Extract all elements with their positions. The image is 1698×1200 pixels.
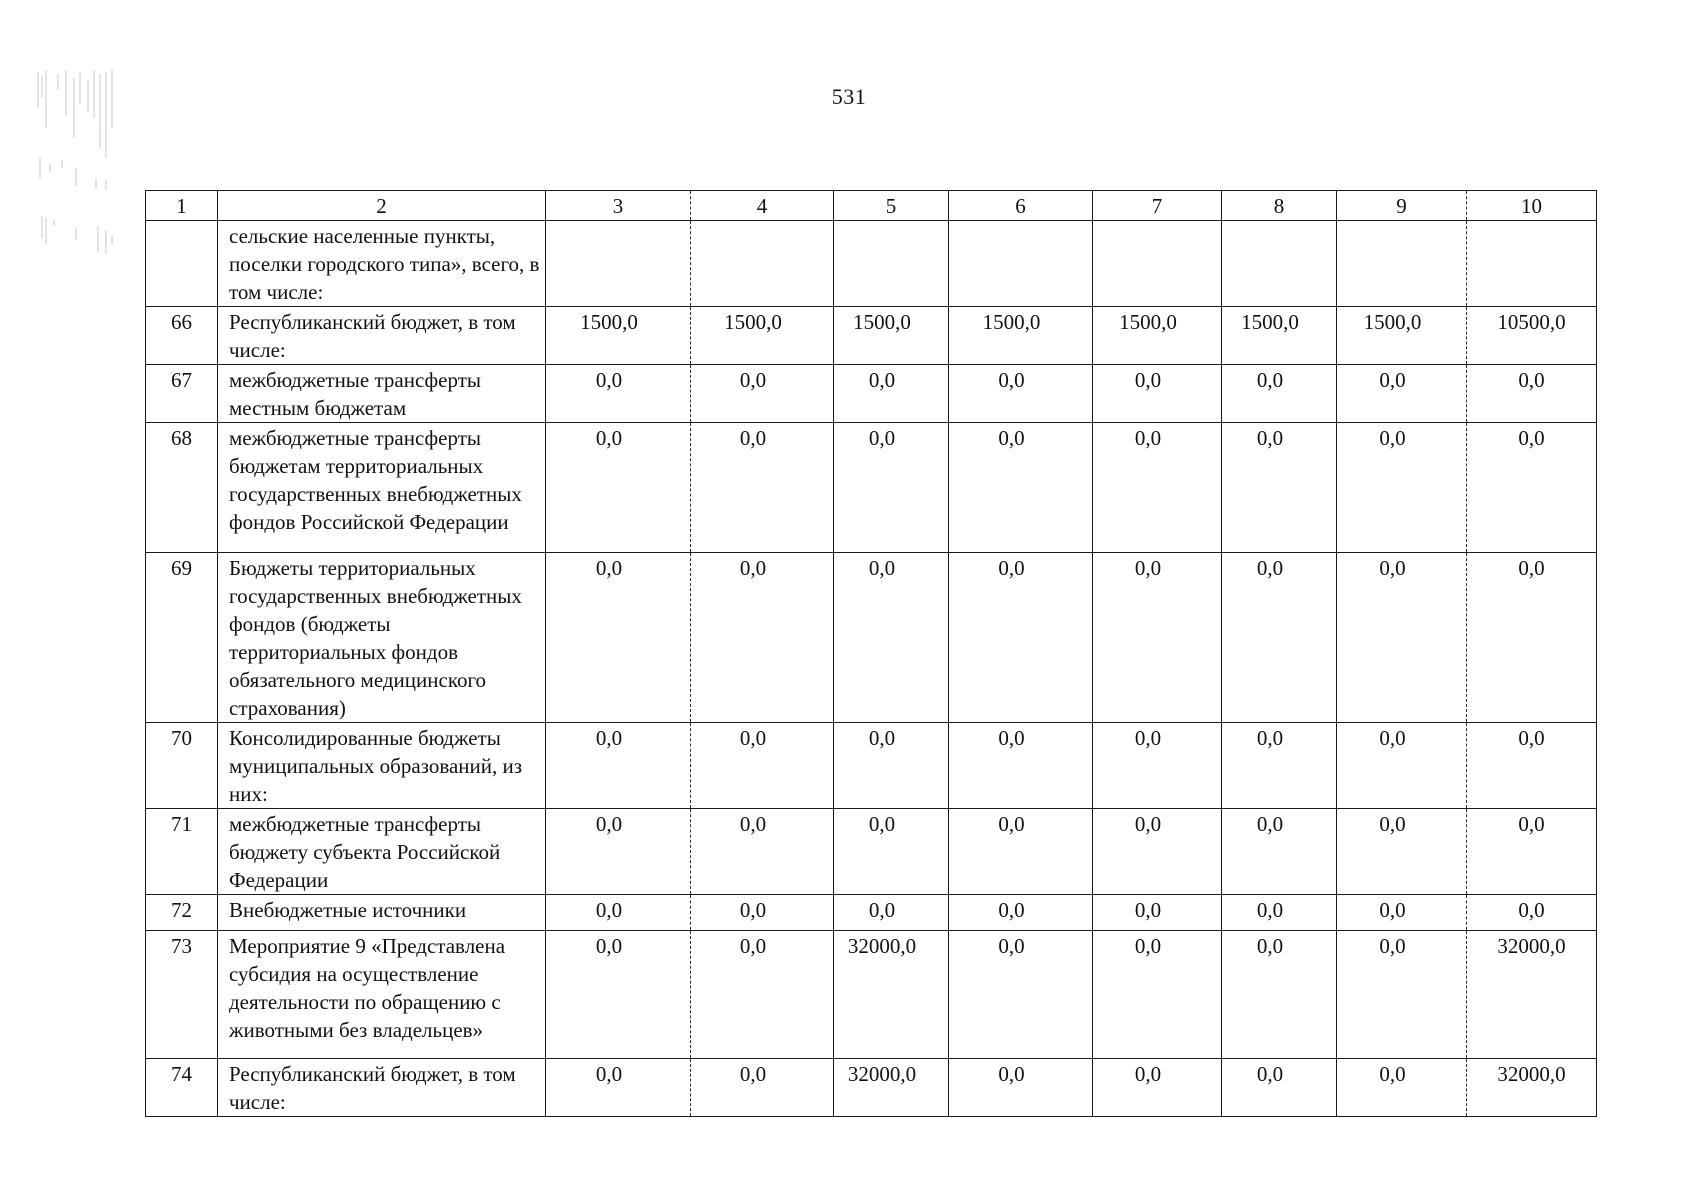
- value-cell: 0,0: [691, 809, 834, 895]
- value-cell: 0,0: [834, 809, 949, 895]
- table-body: [146, 191, 1597, 1117]
- column-header: 8: [1222, 191, 1337, 221]
- value-cell: 0,0: [1222, 809, 1337, 895]
- value-cell: 0,0: [546, 931, 691, 1059]
- value-cell: 1500,0: [949, 307, 1093, 365]
- value-cell: 0,0: [1222, 365, 1337, 423]
- value-cell: 1500,0: [546, 307, 691, 365]
- value-cell: 0,0: [1222, 1059, 1337, 1117]
- row-label: Мероприятие 9 «Представлена субсидия на осуществление деятельности по обращению с животными без владельцев»: [218, 931, 546, 1059]
- value-cell: 0,0: [691, 553, 834, 723]
- value-cell: 0,0: [1093, 809, 1222, 895]
- row-number: 66: [146, 307, 218, 365]
- table-row: [146, 723, 1597, 809]
- value-cell: 0,0: [546, 365, 691, 423]
- value-cell: 0,0: [1093, 931, 1222, 1059]
- budget-table: [145, 190, 1597, 1117]
- row-label: Республиканский бюджет, в том числе:: [218, 1059, 546, 1117]
- row-number: 74: [146, 1059, 218, 1117]
- row-label: межбюджетные трансферты местным бюджетам: [218, 365, 546, 423]
- column-header: 2: [218, 191, 546, 221]
- value-cell: 1500,0: [1222, 307, 1337, 365]
- value-cell: 0,0: [546, 723, 691, 809]
- row-label: Республиканский бюджет, в том числе:: [218, 307, 546, 365]
- value-cell: 0,0: [834, 365, 949, 423]
- row-number: 69: [146, 553, 218, 723]
- value-cell: [834, 221, 949, 307]
- table-row: [146, 895, 1597, 931]
- row-label: сельские населенные пункты, поселки городского типа», всего, в том числе:: [218, 221, 546, 307]
- value-cell: 0,0: [1467, 723, 1597, 809]
- column-header: 7: [1093, 191, 1222, 221]
- value-cell: 0,0: [1337, 423, 1467, 553]
- value-cell: 0,0: [834, 723, 949, 809]
- value-cell: [1222, 221, 1337, 307]
- value-cell: 0,0: [834, 553, 949, 723]
- row-label: Бюджеты территориальных государственных внебюджетных фондов (бюджеты территориальных фондов обязательного медицинского страхования): [218, 553, 546, 723]
- value-cell: 32000,0: [834, 1059, 949, 1117]
- table-row: [146, 553, 1597, 723]
- value-cell: 0,0: [1337, 895, 1467, 931]
- value-cell: [691, 221, 834, 307]
- row-number: [146, 221, 218, 307]
- value-cell: 0,0: [1222, 553, 1337, 723]
- value-cell: 0,0: [1093, 553, 1222, 723]
- value-cell: 0,0: [1222, 895, 1337, 931]
- value-cell: 0,0: [1467, 423, 1597, 553]
- table-row: [146, 423, 1597, 553]
- value-cell: 0,0: [691, 365, 834, 423]
- value-cell: 0,0: [546, 553, 691, 723]
- value-cell: [546, 221, 691, 307]
- table-row: [146, 307, 1597, 365]
- value-cell: 1500,0: [691, 307, 834, 365]
- value-cell: 32000,0: [1467, 1059, 1597, 1117]
- value-cell: 0,0: [1337, 365, 1467, 423]
- column-header: 5: [834, 191, 949, 221]
- value-cell: 1500,0: [834, 307, 949, 365]
- value-cell: 0,0: [949, 553, 1093, 723]
- page-number: 531: [831, 84, 867, 109]
- table-row: [146, 809, 1597, 895]
- value-cell: 0,0: [1467, 809, 1597, 895]
- value-cell: 0,0: [1093, 423, 1222, 553]
- value-cell: 32000,0: [834, 931, 949, 1059]
- value-cell: 0,0: [1337, 723, 1467, 809]
- row-number: 68: [146, 423, 218, 553]
- row-number: 70: [146, 723, 218, 809]
- value-cell: [1467, 221, 1597, 307]
- value-cell: 0,0: [1222, 423, 1337, 553]
- value-cell: 0,0: [1337, 809, 1467, 895]
- value-cell: 1500,0: [1093, 307, 1222, 365]
- table-row: [146, 1059, 1597, 1117]
- row-label: межбюджетные трансферты бюджету субъекта Российской Федерации: [218, 809, 546, 895]
- row-label: Консолидированные бюджеты муниципальных образований, из них:: [218, 723, 546, 809]
- table-row: [146, 931, 1597, 1059]
- value-cell: 0,0: [546, 1059, 691, 1117]
- value-cell: 0,0: [949, 365, 1093, 423]
- value-cell: 0,0: [1337, 931, 1467, 1059]
- value-cell: 0,0: [1222, 931, 1337, 1059]
- value-cell: 0,0: [1337, 553, 1467, 723]
- value-cell: 10500,0: [1467, 307, 1597, 365]
- value-cell: [1337, 221, 1467, 307]
- table-row: [146, 365, 1597, 423]
- row-label: межбюджетные трансферты бюджетам территориальных государственных внебюджетных фондов Российской Федерации: [218, 423, 546, 553]
- column-header: 3: [546, 191, 691, 221]
- table-header-row: [146, 191, 1597, 221]
- value-cell: 0,0: [1337, 1059, 1467, 1117]
- column-header: 6: [949, 191, 1093, 221]
- value-cell: 0,0: [691, 423, 834, 553]
- value-cell: 0,0: [546, 423, 691, 553]
- value-cell: 0,0: [834, 895, 949, 931]
- value-cell: [1093, 221, 1222, 307]
- value-cell: 32000,0: [1467, 931, 1597, 1059]
- value-cell: 0,0: [546, 895, 691, 931]
- value-cell: 0,0: [949, 423, 1093, 553]
- value-cell: 0,0: [1093, 895, 1222, 931]
- value-cell: 0,0: [949, 809, 1093, 895]
- row-number: 72: [146, 895, 218, 931]
- value-cell: 0,0: [1467, 895, 1597, 931]
- value-cell: 0,0: [1467, 553, 1597, 723]
- row-number: 71: [146, 809, 218, 895]
- value-cell: 0,0: [691, 1059, 834, 1117]
- row-label: Внебюджетные источники: [218, 895, 546, 931]
- value-cell: 0,0: [834, 423, 949, 553]
- column-header: 1: [146, 191, 218, 221]
- column-header: 9: [1337, 191, 1467, 221]
- value-cell: 0,0: [949, 931, 1093, 1059]
- value-cell: 0,0: [949, 1059, 1093, 1117]
- scan-artifact-mark: [36, 68, 116, 268]
- value-cell: 0,0: [691, 895, 834, 931]
- row-number: 67: [146, 365, 218, 423]
- value-cell: 0,0: [949, 723, 1093, 809]
- value-cell: 0,0: [949, 895, 1093, 931]
- value-cell: 0,0: [1093, 1059, 1222, 1117]
- column-header: 10: [1467, 191, 1597, 221]
- value-cell: 0,0: [1222, 723, 1337, 809]
- value-cell: 0,0: [546, 809, 691, 895]
- value-cell: 0,0: [1093, 365, 1222, 423]
- column-header: 4: [691, 191, 834, 221]
- row-number: 73: [146, 931, 218, 1059]
- value-cell: 0,0: [691, 931, 834, 1059]
- value-cell: 1500,0: [1337, 307, 1467, 365]
- value-cell: 0,0: [1467, 365, 1597, 423]
- value-cell: 0,0: [1093, 723, 1222, 809]
- table-row: [146, 221, 1597, 307]
- value-cell: [949, 221, 1093, 307]
- value-cell: 0,0: [691, 723, 834, 809]
